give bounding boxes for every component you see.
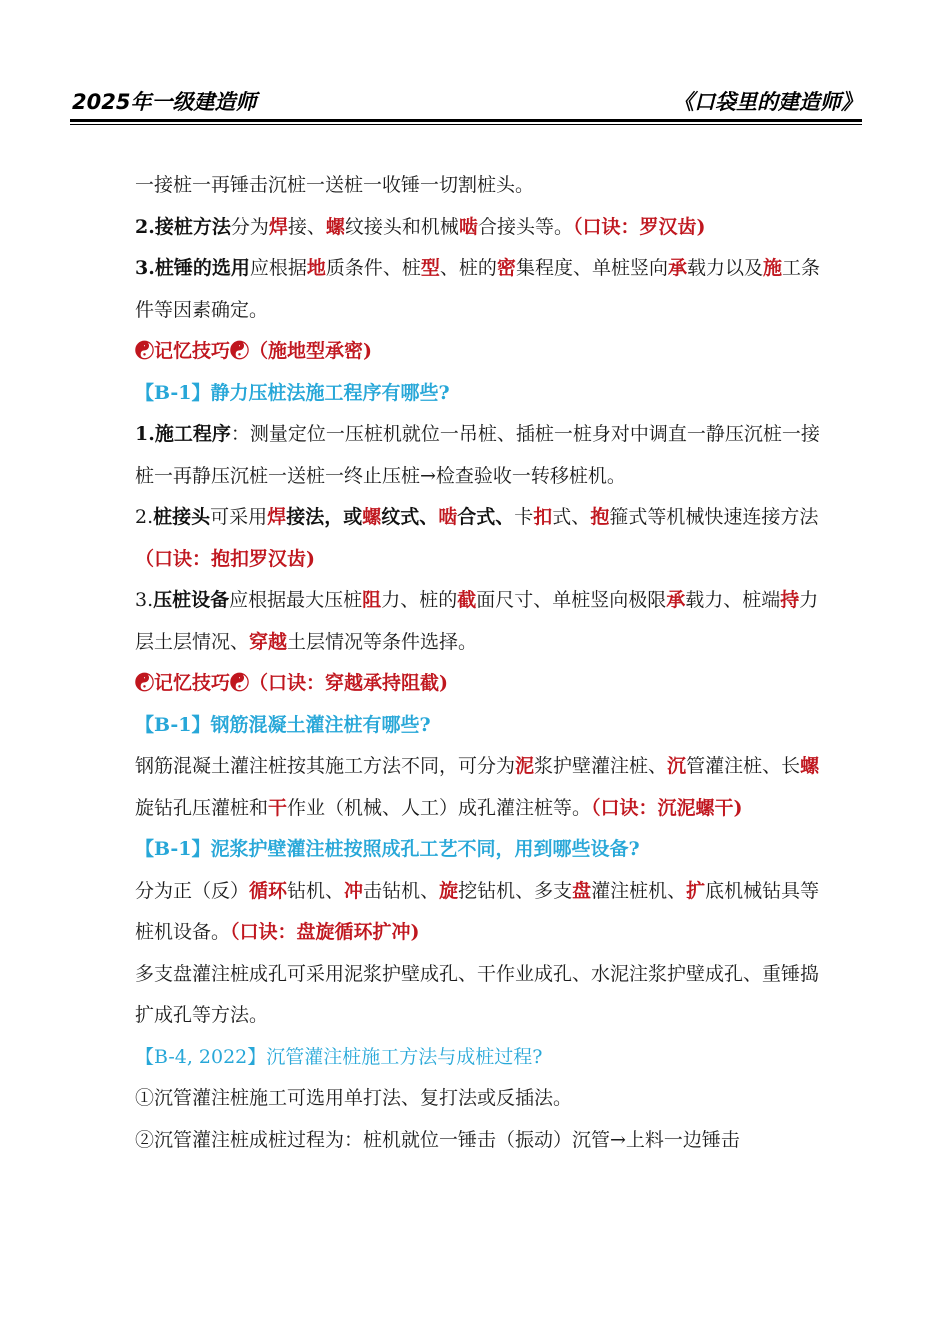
keyword-red: 地 [306,257,326,279]
keyword-red: 泥 [515,755,535,777]
term-bold: 合式、 [457,506,515,528]
paragraph-construction-procedure [135,414,825,497]
mnemonic-red: （口诀：罗汉齿) [572,215,706,238]
keyword-red: 型 [420,257,440,279]
keyword-red: 施 [762,257,782,279]
keyword-red: 螺 [325,215,345,238]
text-span: 纹接头和机械 [344,215,459,238]
paragraph-multi-disc-piles: 多支盘灌注桩成孔可采用泥浆护壁成孔、干作业成孔、水泥注浆护壁成孔、重锤捣扩成孔等方法。 [135,962,820,1026]
text-span: 质条件、桩 [325,257,421,279]
keyword-red: 持 [780,589,800,611]
memory-tip: ☯记忆技巧☯（施地型承密) [135,340,372,362]
page-header [72,86,862,118]
keyword-red: 干 [268,796,288,819]
text-span: 灌注桩机、 [591,879,687,902]
term-bold: 2.接桩方法 [135,215,231,238]
paragraph-pile-joint-method [135,207,825,249]
keyword-red: 盘 [572,879,592,902]
keyword-red: 啮 [438,506,458,528]
keyword-red: 螺 [362,506,382,528]
term-bold: 接法，或 [286,506,363,528]
keyword-red: 沉 [667,755,687,777]
mnemonic-red: （口诀：沉泥螺干) [591,796,743,819]
question-heading: 【B-4, 2022】沉管灌注桩施工方法与成桩过程? [135,1045,543,1068]
text-span: 3. [135,589,154,611]
text-span: 、桩的 [439,257,497,279]
paragraph-process: ②沉管灌注桩成桩过程为：桩机就位一锤击（振动）沉管→上料一边锤击 [135,1128,740,1151]
text-span: 分为正（反） [135,879,250,902]
term-bold: 桩接头 [153,506,211,528]
keyword-red: 啮 [458,215,478,238]
text-span: ：测量定位一压桩机就位一吊桩、插桩一桩身对中调直一静压沉桩一接桩一再静压沉桩一送桩一终止压桩→检查验收一转移桩机。 [135,423,820,487]
header-exam-title: 2025年一级建造师 [72,90,257,114]
keyword-red: 焊 [267,506,287,528]
text-span: 钢筋混凝土灌注桩按其施工方法不同，可分为 [135,755,516,777]
text-span: 合接头等。 [477,215,573,238]
text-span: 管灌注桩、长 [686,755,801,777]
keyword-red: 截 [457,589,477,611]
keyword-red: 密 [496,257,516,279]
keyword-red: 焊 [268,215,288,238]
header-rule-thick [70,119,862,122]
keyword-red: 旋 [439,879,459,902]
paragraph-pile-joints [135,497,825,580]
text-span: 应根据最大压桩 [229,589,363,611]
text-span: 浆护壁灌注桩、 [534,755,668,777]
text-span: 式、 [552,506,591,528]
keyword-red: 螺 [800,755,820,777]
keyword-red: 循环 [249,879,288,902]
text-span: 击钻机、 [363,879,440,902]
text-span: 分为 [230,215,269,238]
text-span: 载力以及 [686,257,763,279]
term-bold: 纹式、 [381,506,439,528]
text-span: 土层情况等条件选择。 [287,630,478,653]
text-span: 2. [135,506,154,528]
text-span: 工条件等因素确定。 [135,257,821,321]
paragraph-pressing-equipment [135,580,825,663]
document-body [135,165,825,1161]
keyword-red: 扩 [686,879,706,902]
paragraph-equipment [135,871,825,954]
header-book-title: 《口袋里的建造师》 [673,90,862,114]
term-bold: 压桩设备 [153,589,230,611]
text-span: 力、桩的 [381,589,458,611]
text-span: 面尺寸、单桩竖向极限 [476,589,667,611]
memory-tip: ☯记忆技巧☯（口诀：穿越承持阻截) [135,672,448,694]
question-heading: 【B-1】钢筋混凝土灌注桩有哪些? [135,713,431,736]
text-span: 作业（机械、人工）成孔灌注桩等。 [287,796,592,819]
keyword-red: 扣 [533,506,553,528]
mnemonic-red: （口诀：盘旋循环扩冲) [230,921,420,943]
text-span: 集程度、单桩竖向 [515,257,668,279]
text-span: 接、 [287,215,326,238]
text-span: 挖钻机、多支 [458,879,573,902]
text-span: 应根据 [249,257,307,279]
text-span: 箍式等机械快速连接方法 [609,506,819,528]
text-span: 力层土层情况、 [135,589,819,653]
paragraph-methods: ①沉管灌注桩施工可选用单打法、复打法或反插法。 [135,1087,573,1109]
text-span: 卡 [514,506,534,528]
mnemonic-red: （口诀：抱扣罗汉齿) [135,547,315,570]
term-bold: 3.桩锤的选用 [135,257,250,279]
text-span: 旋钻孔压灌桩和 [135,796,269,819]
question-heading: 【B-1】泥浆护壁灌注桩按照成孔工艺不同，用到哪些设备? [135,838,640,860]
keyword-red: 承 [666,589,686,611]
paragraph-cast-in-place-piles [135,746,825,829]
keyword-red: 阻 [362,589,382,611]
text-span: 钻机、 [287,879,345,902]
paragraph-continuation [135,165,825,207]
keyword-red: 冲 [344,879,364,902]
term-bold: 1.施工程序 [135,423,231,445]
header-rule-thin [70,124,862,125]
question-heading: 【B-1】静力压桩法施工程序有哪些? [135,381,450,404]
text-span: 可采用 [210,506,268,528]
text-span: 底机械钻具等桩机设备。 [135,879,820,943]
paragraph-hammer-selection [135,248,825,331]
text-span: 载力、桩端 [685,589,781,611]
keyword-red: 穿越 [249,630,288,653]
keyword-red: 承 [667,257,687,279]
keyword-red: 抱 [590,506,610,528]
text-span: 一接桩一再锤击沉桩一送桩一收锤一切割桩头。 [135,174,535,196]
